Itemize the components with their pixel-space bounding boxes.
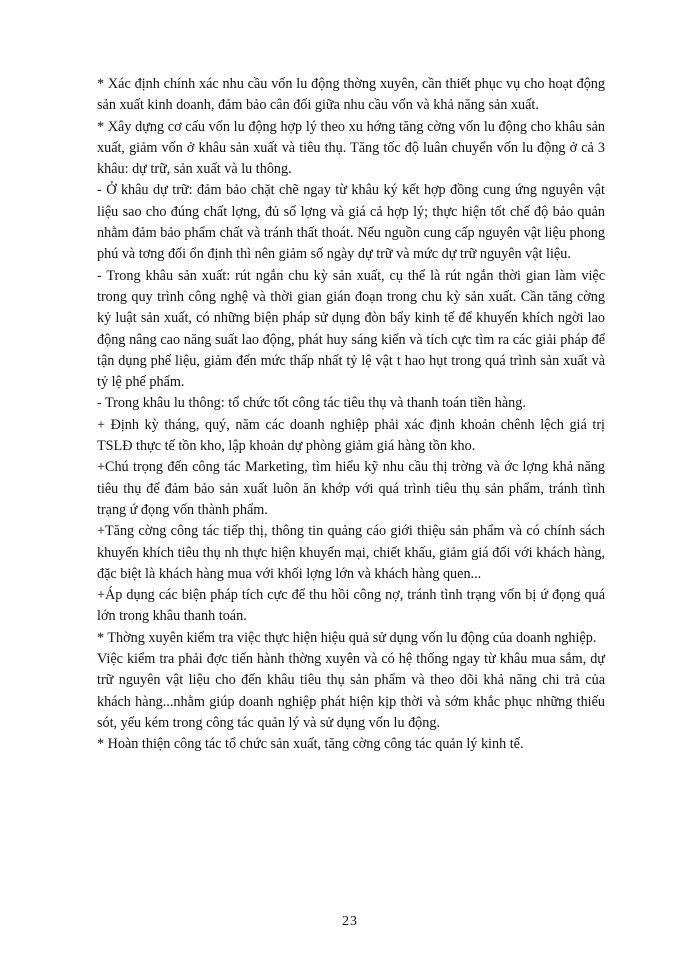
document-body bbox=[97, 74, 605, 756]
paragraph-production-organization: * Hoàn thiện công tác tổ chức sản xuất, tăng cờng công tác quản lý kinh tế. bbox=[97, 736, 524, 753]
paragraph-reserve-stage: - Ở khâu dự trữ: đảm bảo chặt chẽ ngay từ khâu ký kết hợp đồng cung ứng nguyên vật liệu sao cho đúng chất lợng, đủ số lợng và giá cả hợp lý; thực hiện tốt chế độ bảo quản nhằm đảm bảo phẩm chất và tránh thất thoát. Nếu nguồn cung cấp nguyên vật liệu phong phú và tơng đối ổn định thì nên giảm số ngày dự trữ và mức dự trữ nguyên vật liệu. bbox=[97, 182, 605, 263]
paragraph-working-capital-needs: * Xác định chính xác nhu cầu vốn lu động thờng xuyên, cần thiết phục vụ cho hoạt động sản xuất kinh doanh, đảm bảo cân đối giữa nhu cầu vốn và khả năng sản xuất. bbox=[97, 76, 605, 114]
paragraph-regular-inspection: * Thờng xuyên kiểm tra việc thực hiện hiệu quả sử dụng vốn lu động của doanh nghiệp. bbox=[97, 629, 597, 646]
paragraph-production-stage: - Trong khâu sản xuất: rút ngắn chu kỳ sản xuất, cụ thể là rút ngắn thời gian làm việc trong quy trình công nghệ và thời gian gián đoạn trong chu kỳ sản xuất. Cần tăng cờng kỷ luật sản xuất, có những biện pháp sử dụng đòn bẩy kinh tế để khuyến khích ngời lao động nâng cao năng suất lao động, phát huy sáng kiến và tích cực tìm ra các giải pháp để tận dụng phế liệu, giảm đến mức thấp nhất tỷ lệ vật t hao hụt trong quá trình sản xuất và tỷ lệ phế phẩm. bbox=[97, 267, 605, 391]
paragraph-periodic-valuation: + Định kỳ tháng, quý, năm các doanh nghiệp phải xác định khoản chênh lệch giá trị TSLĐ thực tế tồn kho, lập khoản dự phòng giảm giá hàng tồn kho. bbox=[97, 416, 605, 455]
paragraph-inspection-details: Việc kiểm tra phải đợc tiến hành thờng xuyên và có hệ thống ngay từ khâu mua sắm, dự trữ nguyên vật liệu cho đến khâu tiêu thụ sản phẩm và theo dõi khả năng chi trả của khách hàng...nhằm giúp doanh nghiệp phát hiện kịp thời và sớm khắc phục những thiếu sót, yếu kém trong công tác quản lý và sử dụng vốn lu động. bbox=[97, 651, 605, 731]
paragraph-marketing: +Chú trọng đến công tác Marketing, tìm hiểu kỹ nhu cầu thị trờng và ớc lợng khả năng tiêu thụ để đảm bảo sản xuất luôn ăn khớp với quá trình tiêu thụ sản phẩm, tránh tình trạng ứ đọng vốn thành phẩm. bbox=[97, 459, 605, 518]
paragraph-promotion: +Tăng cờng công tác tiếp thị, thông tin quảng cáo giới thiệu sản phẩm và có chính sách khuyến khích tiêu thụ nh thực hiện khuyến mại, chiết khấu, giảm giá đối với khách hàng, đặc biệt là khách hàng mua với khối lợng lớn và khách hàng quen... bbox=[97, 523, 605, 582]
paragraph-circulation-stage: - Trong khâu lu thông: tổ chức tốt công tác tiêu thụ và thanh toán tiền hàng. bbox=[97, 395, 526, 412]
page-number: 23 bbox=[342, 914, 358, 929]
paragraph-debt-recovery: +Áp dụng các biện pháp tích cực để thu hồi công nợ, tránh tình trạng vốn bị ứ đọng quá lớn trong khâu thanh toán. bbox=[97, 587, 605, 625]
paragraph-capital-structure: * Xây dựng cơ cấu vốn lu động hợp lý theo xu hớng tăng cờng vốn lu động cho khâu sản xuất, giảm vốn ở khâu sản xuất và tiêu thụ. Tăng tốc độ luân chuyển vốn lu động ở cả 3 khâu: dự trữ, sản xuất và lu thông. bbox=[97, 118, 605, 178]
